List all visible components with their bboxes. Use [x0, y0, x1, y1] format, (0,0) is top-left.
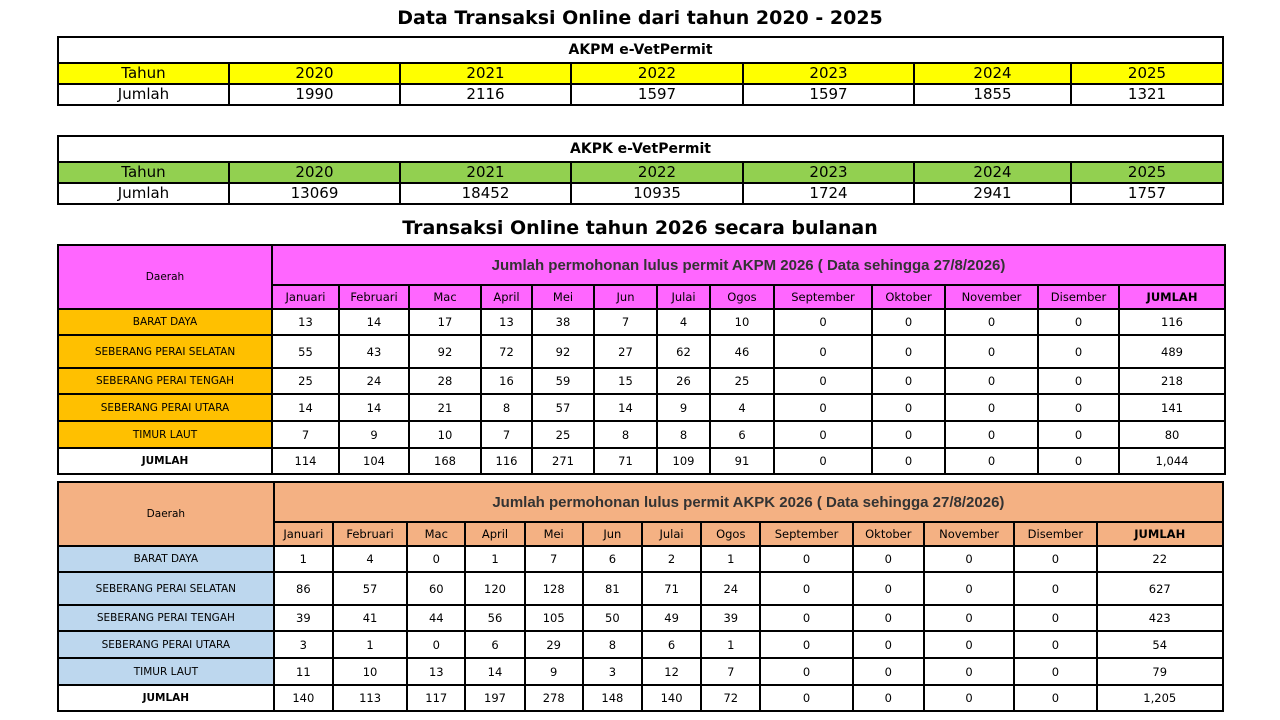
value-cell: 39	[701, 605, 760, 631]
month-header: Julai	[642, 522, 701, 546]
month-header: Februari	[333, 522, 407, 546]
value-cell: 9	[657, 394, 710, 421]
region-cell: BARAT DAYA	[58, 546, 274, 572]
value-cell: 0	[774, 448, 872, 474]
value-cell: 0	[872, 394, 945, 421]
value-cell: 0	[1014, 572, 1096, 605]
value-cell: 7	[594, 309, 657, 335]
value-cell: 4	[333, 546, 407, 572]
value-cell: 0	[945, 368, 1038, 394]
region-cell: SEBERANG PERAI TENGAH	[58, 605, 274, 631]
month-header: April	[481, 285, 532, 309]
year-cell: 2025	[1071, 162, 1223, 183]
value-cell: 0	[872, 335, 945, 368]
value-cell: 49	[642, 605, 701, 631]
month-header: Oktober	[872, 285, 945, 309]
month-header: JUMLAH	[1097, 522, 1224, 546]
value-cell: 60	[407, 572, 465, 605]
value-cell: 113	[333, 685, 407, 711]
value-cell: 10	[333, 658, 407, 685]
month-header: Mei	[525, 522, 583, 546]
value-cell: 0	[853, 572, 924, 605]
value-cell: 0	[760, 658, 852, 685]
year-cell: 2025	[1071, 63, 1223, 84]
region-cell: SEBERANG PERAI SELATAN	[58, 572, 274, 605]
value-cell: 4	[657, 309, 710, 335]
value-cell: 13	[407, 658, 465, 685]
value-cell: 0	[872, 368, 945, 394]
table-row	[58, 546, 1223, 572]
akpm-monthly-table	[57, 244, 1226, 475]
value-cell: 2	[642, 546, 701, 572]
table-row	[58, 368, 1225, 394]
region-cell: TIMUR LAUT	[58, 421, 272, 448]
table-row	[58, 394, 1225, 421]
table-row	[58, 631, 1223, 658]
akpm-yearly-table	[57, 36, 1224, 106]
value-cell: 44	[407, 605, 465, 631]
month-header: April	[465, 522, 524, 546]
value-cell: 7	[525, 546, 583, 572]
value-cell: 0	[1038, 309, 1119, 335]
value-cell: 24	[701, 572, 760, 605]
count-cell: 1597	[571, 84, 743, 105]
value-cell: 0	[1014, 685, 1096, 711]
year-cell: 2023	[743, 63, 914, 84]
value-cell: 117	[407, 685, 465, 711]
value-cell: 489	[1119, 335, 1225, 368]
value-cell: 278	[525, 685, 583, 711]
value-cell: 6	[465, 631, 524, 658]
region-cell: JUMLAH	[58, 448, 272, 474]
value-cell: 43	[339, 335, 409, 368]
value-cell: 71	[594, 448, 657, 474]
value-cell: 109	[657, 448, 710, 474]
value-cell: 29	[525, 631, 583, 658]
value-cell: 39	[274, 605, 333, 631]
value-cell: 0	[924, 631, 1014, 658]
count-cell: 13069	[229, 183, 400, 204]
year-label: Tahun	[58, 162, 229, 183]
value-cell: 0	[774, 368, 872, 394]
region-header: Daerah	[58, 245, 272, 309]
value-cell: 0	[774, 309, 872, 335]
value-cell: 104	[339, 448, 409, 474]
value-cell: 128	[525, 572, 583, 605]
value-cell: 9	[525, 658, 583, 685]
value-cell: 14	[339, 309, 409, 335]
region-cell: SEBERANG PERAI TENGAH	[58, 368, 272, 394]
value-cell: 14	[465, 658, 524, 685]
value-cell: 46	[710, 335, 774, 368]
value-cell: 140	[274, 685, 333, 711]
region-cell: BARAT DAYA	[58, 309, 272, 335]
month-header: Ogos	[701, 522, 760, 546]
value-cell: 423	[1097, 605, 1224, 631]
value-cell: 0	[945, 309, 1038, 335]
value-cell: 197	[465, 685, 524, 711]
value-cell: 92	[409, 335, 481, 368]
value-cell: 25	[710, 368, 774, 394]
value-cell: 50	[583, 605, 642, 631]
value-cell: 17	[409, 309, 481, 335]
value-cell: 72	[701, 685, 760, 711]
value-cell: 86	[274, 572, 333, 605]
value-cell: 0	[945, 394, 1038, 421]
value-cell: 140	[642, 685, 701, 711]
value-cell: 0	[1038, 368, 1119, 394]
value-cell: 141	[1119, 394, 1225, 421]
value-cell: 0	[945, 448, 1038, 474]
region-cell: TIMUR LAUT	[58, 658, 274, 685]
value-cell: 38	[532, 309, 594, 335]
value-cell: 0	[853, 685, 924, 711]
table-row	[58, 658, 1223, 685]
value-cell: 92	[532, 335, 594, 368]
value-cell: 27	[594, 335, 657, 368]
value-cell: 0	[945, 421, 1038, 448]
value-cell: 0	[945, 335, 1038, 368]
value-cell: 4	[710, 394, 774, 421]
region-cell: JUMLAH	[58, 685, 274, 711]
month-header: November	[924, 522, 1014, 546]
value-cell: 22	[1097, 546, 1224, 572]
value-cell: 25	[532, 421, 594, 448]
table-row	[58, 309, 1225, 335]
month-header: Disember	[1014, 522, 1096, 546]
value-cell: 7	[272, 421, 339, 448]
value-cell: 1	[701, 631, 760, 658]
year-cell: 2023	[743, 162, 914, 183]
value-cell: 0	[407, 546, 465, 572]
region-header: Daerah	[58, 482, 274, 546]
year-cell: 2020	[229, 162, 400, 183]
value-cell: 0	[924, 546, 1014, 572]
value-cell: 0	[853, 546, 924, 572]
value-cell: 0	[924, 572, 1014, 605]
month-header: JUMLAH	[1119, 285, 1225, 309]
month-header: Januari	[274, 522, 333, 546]
value-cell: 79	[1097, 658, 1224, 685]
value-cell: 57	[333, 572, 407, 605]
value-cell: 0	[1038, 421, 1119, 448]
table-row	[58, 605, 1223, 631]
value-cell: 0	[1014, 658, 1096, 685]
count-cell: 1597	[743, 84, 914, 105]
month-header: Mac	[409, 285, 481, 309]
month-header: Jun	[583, 522, 642, 546]
month-header: Jun	[594, 285, 657, 309]
value-cell: 8	[657, 421, 710, 448]
value-cell: 10	[409, 421, 481, 448]
value-cell: 6	[642, 631, 701, 658]
value-cell: 56	[465, 605, 524, 631]
value-cell: 1	[701, 546, 760, 572]
value-cell: 0	[774, 394, 872, 421]
count-cell: 1757	[1071, 183, 1223, 204]
count-cell: 2941	[914, 183, 1071, 204]
value-cell: 116	[1119, 309, 1225, 335]
value-cell: 13	[272, 309, 339, 335]
value-cell: 0	[853, 658, 924, 685]
value-cell: 105	[525, 605, 583, 631]
month-header: Mei	[532, 285, 594, 309]
value-cell: 0	[924, 685, 1014, 711]
value-cell: 14	[272, 394, 339, 421]
value-cell: 1	[274, 546, 333, 572]
year-cell: 2020	[229, 63, 400, 84]
value-cell: 0	[760, 605, 852, 631]
value-cell: 0	[853, 605, 924, 631]
value-cell: 62	[657, 335, 710, 368]
month-header: September	[774, 285, 872, 309]
value-cell: 13	[481, 309, 532, 335]
value-cell: 8	[481, 394, 532, 421]
value-cell: 9	[339, 421, 409, 448]
value-cell: 72	[481, 335, 532, 368]
month-header: Ogos	[710, 285, 774, 309]
table-caption: Jumlah permohonan lulus permit AKPM 2026 ( Data sehingga 27/8/2026)	[272, 245, 1225, 285]
page-title: Data Transaksi Online dari tahun 2020 - 2025	[397, 7, 883, 29]
month-header: Julai	[657, 285, 710, 309]
akpk-monthly-table	[57, 481, 1224, 712]
value-cell: 25	[272, 368, 339, 394]
value-cell: 57	[532, 394, 594, 421]
value-cell: 0	[774, 421, 872, 448]
value-cell: 0	[760, 546, 852, 572]
value-cell: 0	[1014, 631, 1096, 658]
value-cell: 3	[583, 658, 642, 685]
month-header: November	[945, 285, 1038, 309]
value-cell: 24	[339, 368, 409, 394]
value-cell: 7	[481, 421, 532, 448]
value-cell: 1	[465, 546, 524, 572]
year-label: Tahun	[58, 63, 229, 84]
count-cell: 1990	[229, 84, 400, 105]
month-header: Disember	[1038, 285, 1119, 309]
value-cell: 168	[409, 448, 481, 474]
table-row	[58, 335, 1225, 368]
value-cell: 26	[657, 368, 710, 394]
month-header: Oktober	[853, 522, 924, 546]
year-cell: 2021	[400, 162, 571, 183]
value-cell: 0	[407, 631, 465, 658]
value-cell: 116	[481, 448, 532, 474]
value-cell: 0	[760, 631, 852, 658]
value-cell: 0	[760, 685, 852, 711]
value-cell: 11	[274, 658, 333, 685]
value-cell: 0	[872, 421, 945, 448]
value-cell: 3	[274, 631, 333, 658]
value-cell: 0	[760, 572, 852, 605]
month-header: Januari	[272, 285, 339, 309]
month-header: September	[760, 522, 852, 546]
value-cell: 54	[1097, 631, 1224, 658]
count-cell: 1321	[1071, 84, 1223, 105]
year-cell: 2022	[571, 63, 743, 84]
value-cell: 6	[710, 421, 774, 448]
table-caption: Jumlah permohonan lulus permit AKPK 2026 ( Data sehingga 27/8/2026)	[274, 482, 1223, 522]
region-cell: SEBERANG PERAI SELATAN	[58, 335, 272, 368]
month-header: Februari	[339, 285, 409, 309]
year-cell: 2021	[400, 63, 571, 84]
value-cell: 0	[1038, 448, 1119, 474]
monthly-title: Transaksi Online tahun 2026 secara bulanan	[402, 217, 878, 239]
month-header: Mac	[407, 522, 465, 546]
total-row	[58, 448, 1225, 474]
value-cell: 0	[872, 448, 945, 474]
count-cell: 2116	[400, 84, 571, 105]
value-cell: 8	[594, 421, 657, 448]
value-cell: 10	[710, 309, 774, 335]
value-cell: 0	[1038, 394, 1119, 421]
value-cell: 627	[1097, 572, 1224, 605]
value-cell: 0	[774, 335, 872, 368]
value-cell: 148	[583, 685, 642, 711]
count-cell: 10935	[571, 183, 743, 204]
value-cell: 41	[333, 605, 407, 631]
table-row	[58, 421, 1225, 448]
table-row	[58, 572, 1223, 605]
value-cell: 28	[409, 368, 481, 394]
value-cell: 81	[583, 572, 642, 605]
value-cell: 0	[872, 309, 945, 335]
value-cell: 0	[853, 631, 924, 658]
value-cell: 120	[465, 572, 524, 605]
value-cell: 91	[710, 448, 774, 474]
value-cell: 59	[532, 368, 594, 394]
count-cell: 18452	[400, 183, 571, 204]
count-cell: 1855	[914, 84, 1071, 105]
count-label: Jumlah	[58, 183, 229, 204]
year-cell: 2022	[571, 162, 743, 183]
value-cell: 55	[272, 335, 339, 368]
value-cell: 0	[1038, 335, 1119, 368]
value-cell: 1,205	[1097, 685, 1224, 711]
value-cell: 16	[481, 368, 532, 394]
value-cell: 1	[333, 631, 407, 658]
value-cell: 7	[701, 658, 760, 685]
region-cell: SEBERANG PERAI UTARA	[58, 394, 272, 421]
value-cell: 0	[1014, 605, 1096, 631]
value-cell: 218	[1119, 368, 1225, 394]
value-cell: 14	[594, 394, 657, 421]
value-cell: 15	[594, 368, 657, 394]
value-cell: 71	[642, 572, 701, 605]
value-cell: 8	[583, 631, 642, 658]
value-cell: 80	[1119, 421, 1225, 448]
akpk-yearly-table	[57, 135, 1224, 205]
table-caption: AKPM e-VetPermit	[58, 37, 1223, 63]
total-row	[58, 685, 1223, 711]
value-cell: 0	[924, 658, 1014, 685]
table-caption: AKPK e-VetPermit	[58, 136, 1223, 162]
value-cell: 21	[409, 394, 481, 421]
value-cell: 1,044	[1119, 448, 1225, 474]
count-label: Jumlah	[58, 84, 229, 105]
value-cell: 12	[642, 658, 701, 685]
value-cell: 14	[339, 394, 409, 421]
value-cell: 114	[272, 448, 339, 474]
value-cell: 0	[924, 605, 1014, 631]
value-cell: 271	[532, 448, 594, 474]
count-cell: 1724	[743, 183, 914, 204]
year-cell: 2024	[914, 162, 1071, 183]
value-cell: 6	[583, 546, 642, 572]
year-cell: 2024	[914, 63, 1071, 84]
region-cell: SEBERANG PERAI UTARA	[58, 631, 274, 658]
value-cell: 0	[1014, 546, 1096, 572]
